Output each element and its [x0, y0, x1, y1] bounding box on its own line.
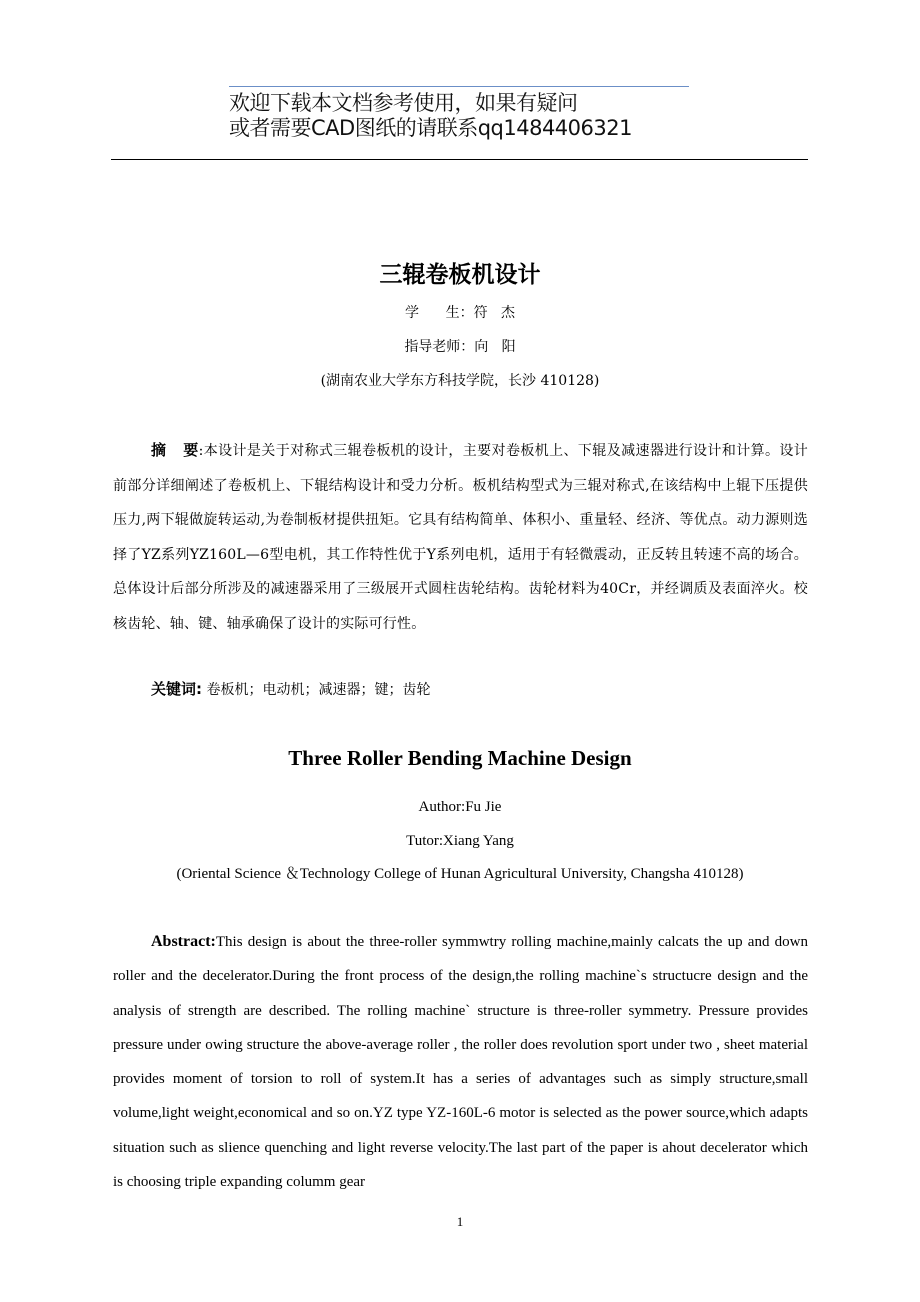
- chinese-keywords: [151, 672, 430, 707]
- english-tutor: Tutor:Xiang Yang: [406, 833, 514, 849]
- english-affiliation: (Oriental Science ＆Technology College of Hunan Agricultural University, Changsha 410128): [176, 866, 744, 882]
- download-note-line-1: 欢迎下载本文档参考使用，如果有疑问: [229, 91, 578, 115]
- chinese-keywords-text: 卷板机；电动机；减速器；键；齿轮: [202, 682, 431, 698]
- page-number: 1: [456, 1214, 464, 1229]
- header-rule: [111, 159, 808, 160]
- chinese-student: 学 生：符 杰: [404, 305, 516, 321]
- chinese-advisor: 指导老师：向 阳: [404, 339, 516, 355]
- chinese-abstract-text: :本设计是关于对称式三辊卷板机的设计，主要对卷板机上、下辊及减速器进行设计和计算。设计前部分详细阐述了卷板机上、下辊结构设计和受力分析。板机结构型式为三辊对称式,在该结构中上辊下压提供压力,两下辊做旋转运动,为卷制板材提供扭矩。它具有结构简单、体积小、重量轻、经济、等优点。动力源则选择了YZ系列YZ160L—6型电机，其工作特性优于Y系列电机，适用于有轻微震动，正反转且转速不高的场合。总体设计后部分所涉及的减速器采用了三级展开式圆柱齿轮结构。齿轮材料为40Cr，并经调质及表面淬火。校核齿轮、轴、键、轴承确保了设计的实际可行性。: [113, 443, 808, 632]
- chinese-title: 三辊卷板机设计: [379, 262, 541, 288]
- english-abstract-text: This design is about the three-roller symmwtry rolling machine,mainly calcats the up and down roller and the decelerator.During the front process of the design,the rolling machine`s structucre design and the analysis of strength are described. The rolling machine` structure is three-roller symmetry. Pressure provides pressure under owing structure the above-average roller , the roller does revolution sport under two , sheet material provides moment of torsion to roll of system.It has a series of advantages such as simply structure,small volume,light weight,economical and so on.YZ type YZ-160L-6 motor is selected as the power source,which adapts situation such as slience quenching and light reverse velocity.The last part of the paper is ahout decelerator which is choosing triple expanding columm gear: [113, 934, 808, 1191]
- english-author: Author:Fu Jie: [418, 799, 502, 815]
- english-abstract: [113, 925, 808, 1199]
- chinese-affiliation: (湖南农业大学东方科技学院，长沙 410128): [320, 373, 600, 389]
- english-abstract-label: Abstract:: [151, 933, 216, 950]
- download-note-line-2: 或者需要CAD图纸的请联系qq1484406321: [229, 116, 632, 140]
- english-title: Three Roller Bending Machine Design: [288, 746, 632, 770]
- chinese-abstract-label: 摘 要: [151, 441, 199, 459]
- chinese-abstract: [113, 433, 808, 641]
- chinese-keywords-label: 关键词:: [151, 680, 202, 698]
- download-note: [229, 86, 689, 141]
